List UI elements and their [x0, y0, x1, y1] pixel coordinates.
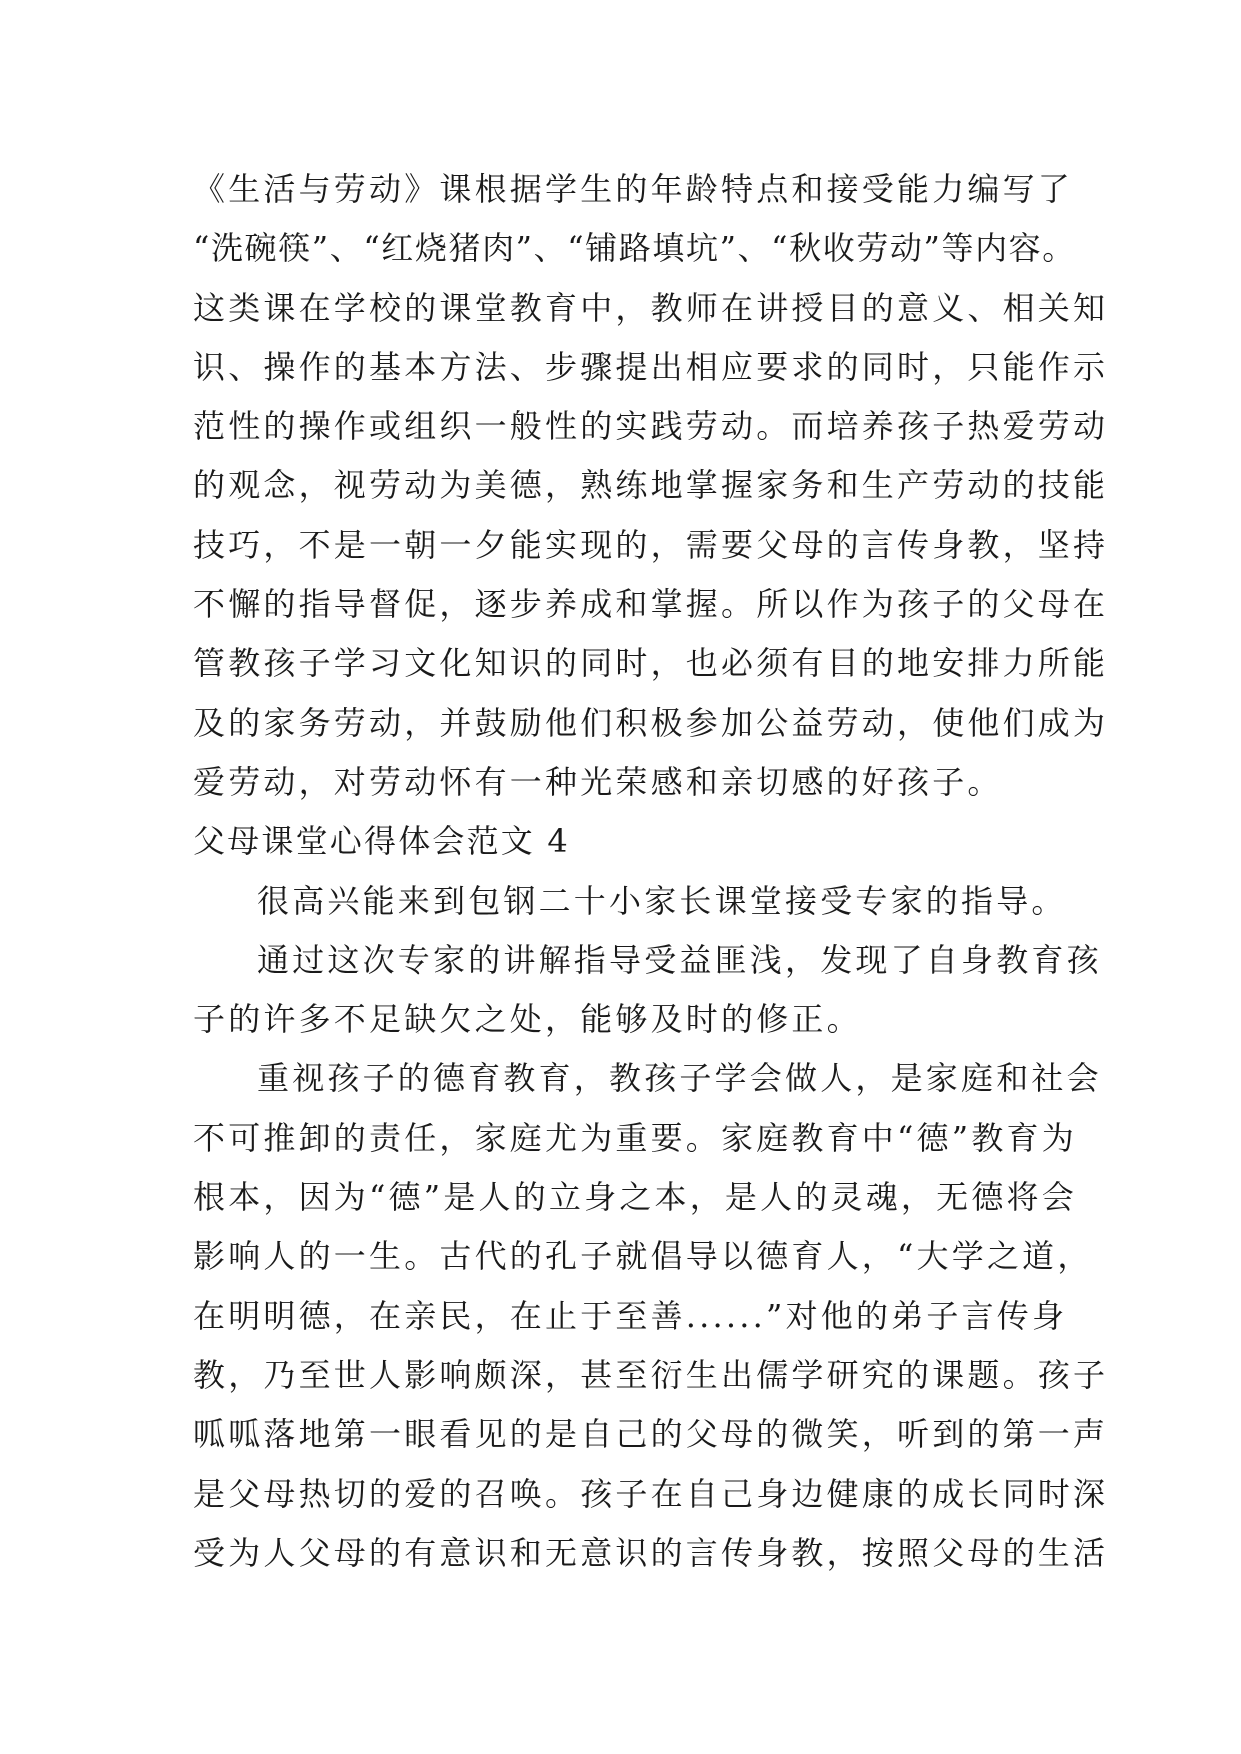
paragraph-line: “洗碗筷”、“红烧猪肉”、“铺路填坑”、“秋收劳动”等内容。	[193, 229, 1076, 268]
paragraph-line: 是父母热切的爱的召唤。孩子在自己身边健康的成长同时深	[193, 1474, 1109, 1513]
paragraph-line: 范性的操作或组织一般性的实践劳动。而培养孩子热爱劳动	[193, 407, 1109, 446]
paragraph-line: 教，乃至世人影响颇深，甚至衍生出儒学研究的课题。孩子	[193, 1355, 1109, 1394]
paragraph-line: 子的许多不足缺欠之处，能够及时的修正。	[193, 1000, 862, 1039]
paragraph-line: 重视孩子的德育教育，教孩子学会做人，是家庭和社会	[257, 1059, 1102, 1098]
paragraph-line: 的观念，视劳动为美德，熟练地掌握家务和生产劳动的技能	[193, 466, 1109, 505]
paragraph-line: 呱呱落地第一眼看见的是自己的父母的微笑，听到的第一声	[193, 1415, 1109, 1454]
paragraph-line: 不懈的指导督促，逐步养成和掌握。所以作为孩子的父母在	[193, 585, 1109, 624]
paragraph-line: 爱劳动，对劳动怀有一种光荣感和亲切感的好孩子。	[193, 762, 1003, 801]
document-body	[193, 160, 1109, 1583]
paragraph-line: 根本，因为“德”是人的立身之本，是人的灵魂，无德将会	[193, 1178, 1077, 1217]
paragraph-line: 不可推卸的责任，家庭尤为重要。家庭教育中“德”教育为	[193, 1118, 1077, 1157]
paragraph-line: 管教孩子学习文化知识的同时，也必须有目的地安排力所能	[193, 644, 1109, 683]
paragraph-line: 很高兴能来到包钢二十小家长课堂接受专家的指导。	[257, 881, 1067, 920]
paragraph-line: 识、操作的基本方法、步骤提出相应要求的同时，只能作示	[193, 347, 1109, 386]
paragraph-line: 在明明德，在亲民，在止于至善......”对他的弟子言传身	[193, 1296, 1068, 1335]
paragraph-line: 技巧，不是一朝一夕能实现的，需要父母的言传身教，坚持	[193, 525, 1109, 564]
paragraph-line: 这类课在学校的课堂教育中，教师在讲授目的意义、相关知	[193, 288, 1109, 327]
paragraph-line: 影响人的一生。古代的孔子就倡导以德育人，“大学之道，	[193, 1237, 1093, 1276]
section-heading: 父母课堂心得体会范文 4	[193, 822, 570, 861]
paragraph-line: 通过这次专家的讲解指导受益匪浅，发现了自身教育孩	[257, 940, 1102, 979]
paragraph-line: 及的家务劳动，并鼓励他们积极参加公益劳动，使他们成为	[193, 703, 1109, 742]
paragraph-line: 《生活与劳动》课根据学生的年龄特点和接受能力编写了	[193, 170, 1074, 208]
paragraph-line: 受为人父母的有意识和无意识的言传身教，按照父母的生活	[193, 1533, 1109, 1572]
